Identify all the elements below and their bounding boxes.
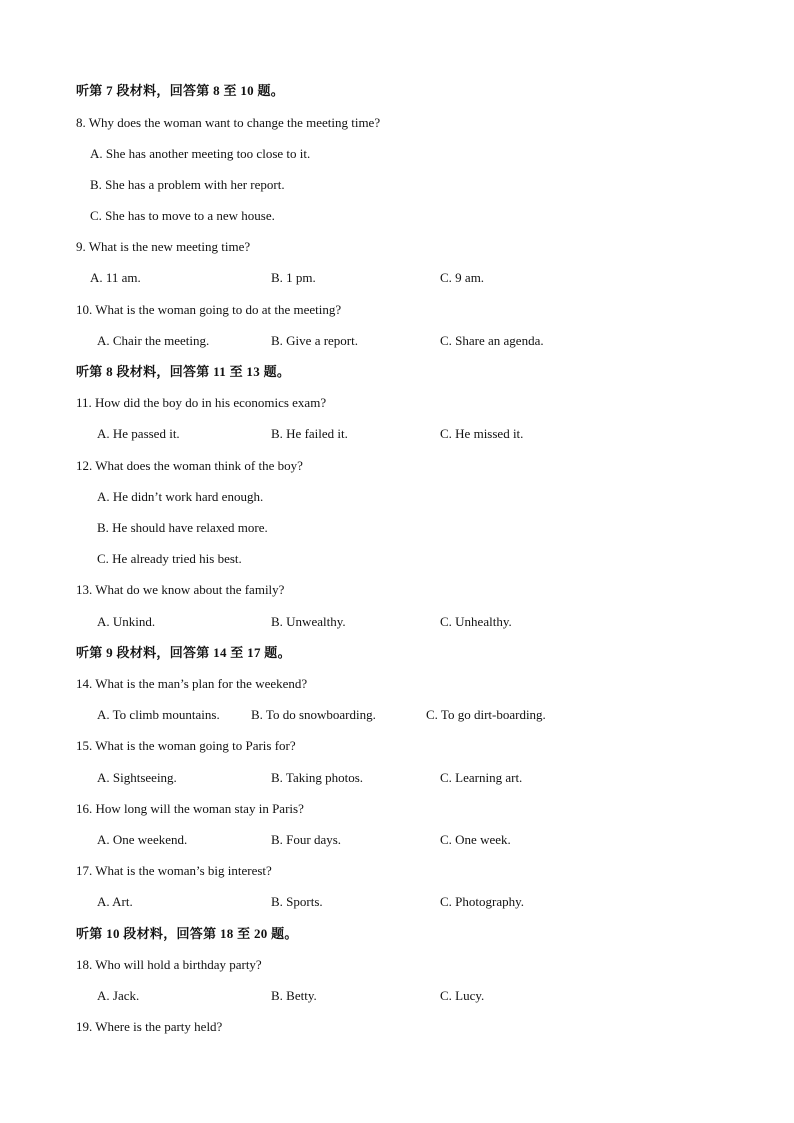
section-header: 听第 7 段材料，回答第 8 至 10 题。 (76, 83, 285, 98)
q16-option-b: B. Four days. (271, 832, 342, 847)
q18-option-c: C. Lucy. (440, 988, 485, 1003)
question-17: 17. What is the woman’s big interest? (76, 863, 272, 878)
question-12: 12. What does the woman think of the boy? (76, 458, 303, 473)
q12-option-a: A. He didn’t work hard enough. (97, 489, 264, 504)
section-header: 听第 8 段材料，回答第 11 至 13 题。 (76, 364, 291, 379)
question-8: 8. Why does the woman want to change the meeting time? (76, 115, 381, 130)
q13-option-b: B. Unwealthy. (271, 614, 346, 629)
question-18: 18. Who will hold a birthday party? (76, 957, 262, 972)
q17-option-b: B. Sports. (271, 894, 323, 909)
q8-option-b: B. She has a problem with her report. (90, 177, 285, 192)
q17-option-a: A. Art. (97, 894, 133, 909)
q10-option-a: A. Chair the meeting. (97, 333, 210, 348)
question-14: 14. What is the man’s plan for the weekend? (76, 676, 308, 691)
question-13: 13. What do we know about the family? (76, 582, 285, 597)
q12-option-b: B. He should have relaxed more. (97, 520, 268, 535)
q9-option-a: A. 11 am. (90, 270, 141, 285)
q18-option-a: A. Jack. (97, 988, 140, 1003)
question-9: 9. What is the new meeting time? (76, 239, 251, 254)
q10-option-c: C. Share an agenda. (440, 333, 544, 348)
question-15: 15. What is the woman going to Paris for? (76, 738, 296, 753)
q9-option-b: B. 1 pm. (271, 270, 316, 285)
section-header: 听第 9 段材料，回答第 14 至 17 题。 (76, 645, 291, 660)
q14-option-a: A. To climb mountains. (97, 707, 220, 722)
q18-option-b: B. Betty. (271, 988, 317, 1003)
q14-option-b: B. To do snowboarding. (251, 707, 376, 722)
q11-option-c: C. He missed it. (440, 426, 524, 441)
question-11: 11. How did the boy do in his economics exam? (76, 395, 327, 410)
q11-option-b: B. He failed it. (271, 426, 348, 441)
q16-option-a: A. One weekend. (97, 832, 188, 847)
q11-option-a: A. He passed it. (97, 426, 180, 441)
q15-option-b: B. Taking photos. (271, 770, 364, 785)
q14-option-c: C. To go dirt-boarding. (426, 707, 546, 722)
q15-option-a: A. Sightseeing. (97, 770, 177, 785)
q8-option-c: C. She has to move to a new house. (90, 208, 275, 223)
q15-option-c: C. Learning art. (440, 770, 523, 785)
q9-option-c: C. 9 am. (440, 270, 485, 285)
question-19: 19. Where is the party held? (76, 1019, 223, 1034)
q13-option-a: A. Unkind. (97, 614, 156, 629)
q10-option-b: B. Give a report. (271, 333, 359, 348)
q13-option-c: C. Unhealthy. (440, 614, 512, 629)
question-16: 16. How long will the woman stay in Paris? (76, 801, 304, 816)
section-header: 听第 10 段材料，回答第 18 至 20 题。 (76, 926, 298, 941)
q12-option-c: C. He already tried his best. (97, 551, 242, 566)
question-10: 10. What is the woman going to do at the meeting? (76, 302, 342, 317)
q17-option-c: C. Photography. (440, 894, 525, 909)
q8-option-a: A. She has another meeting too close to it. (90, 146, 311, 161)
q16-option-c: C. One week. (440, 832, 511, 847)
